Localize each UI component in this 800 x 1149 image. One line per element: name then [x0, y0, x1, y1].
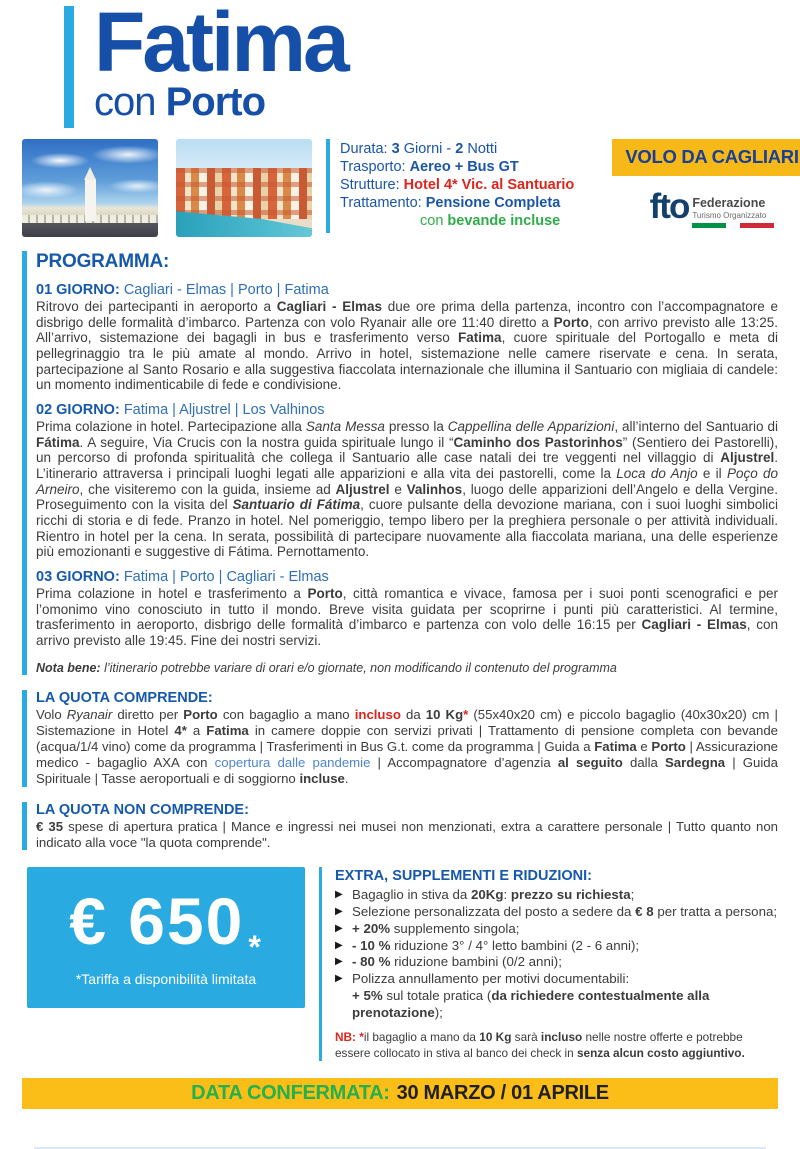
- porto-buildings: [176, 168, 312, 219]
- section-quota-comprende: [22, 690, 778, 786]
- day-1-paragraph: Ritrovo dei partecipanti in aeroporto a Cagliari - Elmas due ore prima della partenza, incontro con l’accompagnatore e disbrigo delle formalità d’imbarco. Partenza con volo Ryanair alle ore 11:40 diretto a Porto, con arrivo previsto alle 13:25. All’arrivo, sistemazione dei bagagli in bus e trasferimento verso Fatima, cuore spirituale del Portogallo e meta di pellegrinaggio tra le più amate al mondo. Arrivo in hotel, sistemazione nelle camere riservate e cena. In serata, partecipazione al Santo Rosario e alla suggestiva fiaccolata internazionale che illumina il Santuario con migliaia di candele: un momento indimenticabile di fede e condivisione.: [36, 299, 778, 393]
- confirmed-date-bar: [22, 1078, 778, 1109]
- photo-fatima: [22, 139, 158, 237]
- vertical-divider: [319, 867, 322, 1061]
- extras-item-text: + 5% sul totale pratica (da richiedere contestualmente alla prenotazione);: [352, 987, 710, 1020]
- extras-item-text: Selezione personalizzata del posto a sedere da € 8 per tratta a persona;: [352, 904, 778, 920]
- header-right-column: [612, 139, 800, 228]
- extras-item: [335, 971, 778, 988]
- extras-item: [335, 954, 778, 971]
- day-1-route: Cagliari - Elmas | Porto | Fatima: [119, 282, 329, 298]
- info-line-trattamento: Trattamento: Pensione Completa: [340, 194, 561, 211]
- day-2-header: [36, 402, 778, 418]
- nota-bene: Nota bene: l’itinerario potrebbe variare di orari e/o giornate, non modificando il contenuto del programma: [36, 661, 617, 676]
- subtitle-bold: Porto: [165, 79, 266, 124]
- day-block-3: [36, 569, 778, 649]
- quota-comprende-accent-bar: [22, 690, 27, 786]
- confirmed-dates: 30 MARZO / 01 APRILE: [396, 1082, 609, 1105]
- quota-comprende-heading: LA QUOTA COMPRENDE:: [36, 690, 213, 707]
- fto-logo-text: [692, 193, 774, 228]
- arrow-bullet-icon: ▶: [335, 939, 343, 951]
- extras-item-text: Polizza annullamento per motivi documentabili:: [352, 971, 630, 987]
- extras-item-continuation: [335, 988, 778, 1022]
- header: [64, 0, 778, 128]
- extras-heading: EXTRA, SUPPLEMENTI E RIDUZIONI:: [335, 868, 592, 885]
- flag-green-bar: [692, 223, 726, 228]
- extras-item-text: - 80 % riduzione bambini (0/2 anni);: [352, 954, 562, 970]
- quota-non-comprende-text: € 35 spese di apertura pratica | Mance e ingressi nei musei non menzionati, extra a carattere personale | Tutto quanto non indicato alla voce "la quota comprende".: [36, 818, 778, 850]
- extras-item: [335, 887, 778, 904]
- header-accent-bar: [64, 6, 74, 128]
- price-box: [27, 867, 305, 1008]
- arrow-bullet-icon: ▶: [335, 973, 343, 985]
- day-3-header: [36, 569, 778, 585]
- day-3-label: 03 GIORNO:: [36, 568, 120, 585]
- extras-item: [335, 938, 778, 955]
- fto-logo-line1: Federazione: [692, 196, 766, 210]
- price-note: *Tariffa a disponibilità limitata: [75, 971, 257, 988]
- quota-non-comprende-heading: LA QUOTA NON COMPRENDE:: [36, 801, 249, 818]
- arrow-bullet-icon: ▶: [335, 889, 343, 901]
- day-block-1: [36, 282, 778, 393]
- price-value: [69, 884, 263, 966]
- extras-panel: [335, 867, 778, 1061]
- photo-porto: [176, 139, 312, 237]
- arrow-bullet-icon: ▶: [335, 922, 343, 934]
- extras-item-text: Bagaglio in stiva da 20Kg: prezzo su richiesta;: [352, 887, 635, 903]
- price-extras-row: [22, 867, 778, 1061]
- day-2-paragraph: Prima colazione in hotel. Partecipazione alla Santa Messa presso la Cappellina delle Apparizioni, all’interno del Santuario di Fátima. A seguire, Via Crucis con la nostra guida spirituale lungo il “Caminho dos Pastorinhos” (Sentiero dei Pastorelli), un percorso di profonda spiritualità che collega il Santuario alle case natali dei tre veggenti nel villaggio di Aljustrel. L’itinerario attraversa i principali luoghi legati alle apparizioni e alla vita dei pastorelli, come la Loca do Anjo e il Poço do Arneiro, che visiteremo con la guida, insieme ad Aljustrel e Valinhos, luogo delle apparizioni dell’Angelo e della Vergine. Proseguimento con la visita del Santuario di Fátima, cuore pulsante della devozione mariana, con i suoi luoghi simbolici ricchi di storia e di fede. Pranzo in hotel. Nel pomeriggio, tempo libero per la preghiera personale o per attività individuali. Rientro in hotel per la cena. In serata, possibilità di partecipare nuovamente alla fiaccolata mariana, una delle esperienze più emozionanti e suggestive di Fátima. Pernottamento.: [36, 418, 779, 560]
- day-2-label: 02 GIORNO:: [36, 401, 120, 418]
- extras-item: [335, 904, 778, 921]
- departure-badge: VOLO DA CAGLIARI: [612, 139, 800, 176]
- fatima-basilica-tower: [85, 179, 96, 221]
- flag-red-bar: [740, 223, 774, 228]
- info-line-durata: Durata: 3 Giorni - 2 Notti: [340, 141, 498, 157]
- subtitle-regular: con: [94, 79, 166, 124]
- price-amount: € 650: [69, 884, 245, 959]
- day-1-label: 01 GIORNO:: [36, 282, 120, 298]
- price-asterisk: *: [248, 929, 263, 966]
- fto-flag-bars: [692, 223, 774, 228]
- fto-logo: [612, 187, 800, 228]
- programma-accent-bar: [22, 251, 27, 675]
- info-line-bevande: con bevande incluse: [420, 212, 561, 229]
- extras-item: [335, 921, 778, 938]
- page-title: Fatima: [94, 0, 347, 89]
- arrow-bullet-icon: ▶: [335, 956, 343, 968]
- extras-item-text: - 10 % riduzione 3° / 4° letto bambini (2 - 6 anni);: [352, 937, 640, 953]
- trip-info: [326, 139, 612, 233]
- quota-non-comprende-accent-bar: [22, 802, 27, 851]
- section-quota-non-comprende: [22, 802, 778, 851]
- programma-heading: PROGRAMMA:: [36, 251, 170, 272]
- info-line-trasporto: Trasporto: Aereo + Bus GT: [340, 158, 519, 175]
- quota-comprende-text: Volo Ryanair diretto per Porto con bagaglio a mano incluso da 10 Kg* (55x40x20 cm) e piccolo bagaglio (40x30x20) cm | Sistemazione in Hotel 4* a Fatima in camere doppie con servizi privati | Trattamento di pensione completa con bevande (acqua/1/4 vino) come da programma | Trasferimenti in Bus G.t. come da programma | Guida a Fatima e Porto | Assicurazione medico - bagaglio AXA con copertura dalle pandemie | Accompagnatore d’agenzia al seguito dalla Sardegna | Guida Spirituale | Tasse aeroportuali e di soggiorno incluse.: [36, 707, 778, 786]
- extras-item-text: + 20% supplemento singola;: [352, 920, 520, 936]
- section-programma: [22, 251, 778, 675]
- fto-logo-word: fto: [649, 187, 689, 226]
- day-block-2: [36, 402, 778, 560]
- day-1-header: [36, 282, 778, 298]
- header-titles: [94, 0, 347, 128]
- info-line-strutture: Strutture: Hotel 4* Vic. al Santuario: [340, 176, 575, 193]
- day-3-paragraph: Prima colazione in hotel e trasferimento a Porto, città romantica e vivace, famosa per i suoi ponti scenografici e per l’omonimo vino conosciuto in tutto il mondo. Breve visita guidata per scoprirne i punti più caratteristici. Al termine, trasferimento in aeroporto, disbrigo delle formalità d’imbarco e partenza con volo delle 16:15 per Cagliari - Elmas, con arrivo previsto alle 19:45. Fine dei nostri servizi.: [36, 585, 778, 648]
- confirmed-label: DATA CONFERMATA:: [191, 1082, 390, 1105]
- nb-note: NB: *il bagaglio a mano da 10 Kg sarà incluso nelle nostre offerte e potrebbe essere collocato in stiva al banco dei check in senza alcun costo aggiuntivo.: [335, 1030, 745, 1060]
- fto-logo-line2: Turismo Organizzato: [692, 210, 767, 220]
- day-3-route: Fatima | Porto | Cagliari - Elmas: [119, 568, 329, 585]
- day-2-route: Fatima | Aljustrel | Los Valhinos: [119, 401, 325, 418]
- arrow-bullet-icon: ▶: [335, 906, 343, 918]
- hero-row: [22, 139, 799, 237]
